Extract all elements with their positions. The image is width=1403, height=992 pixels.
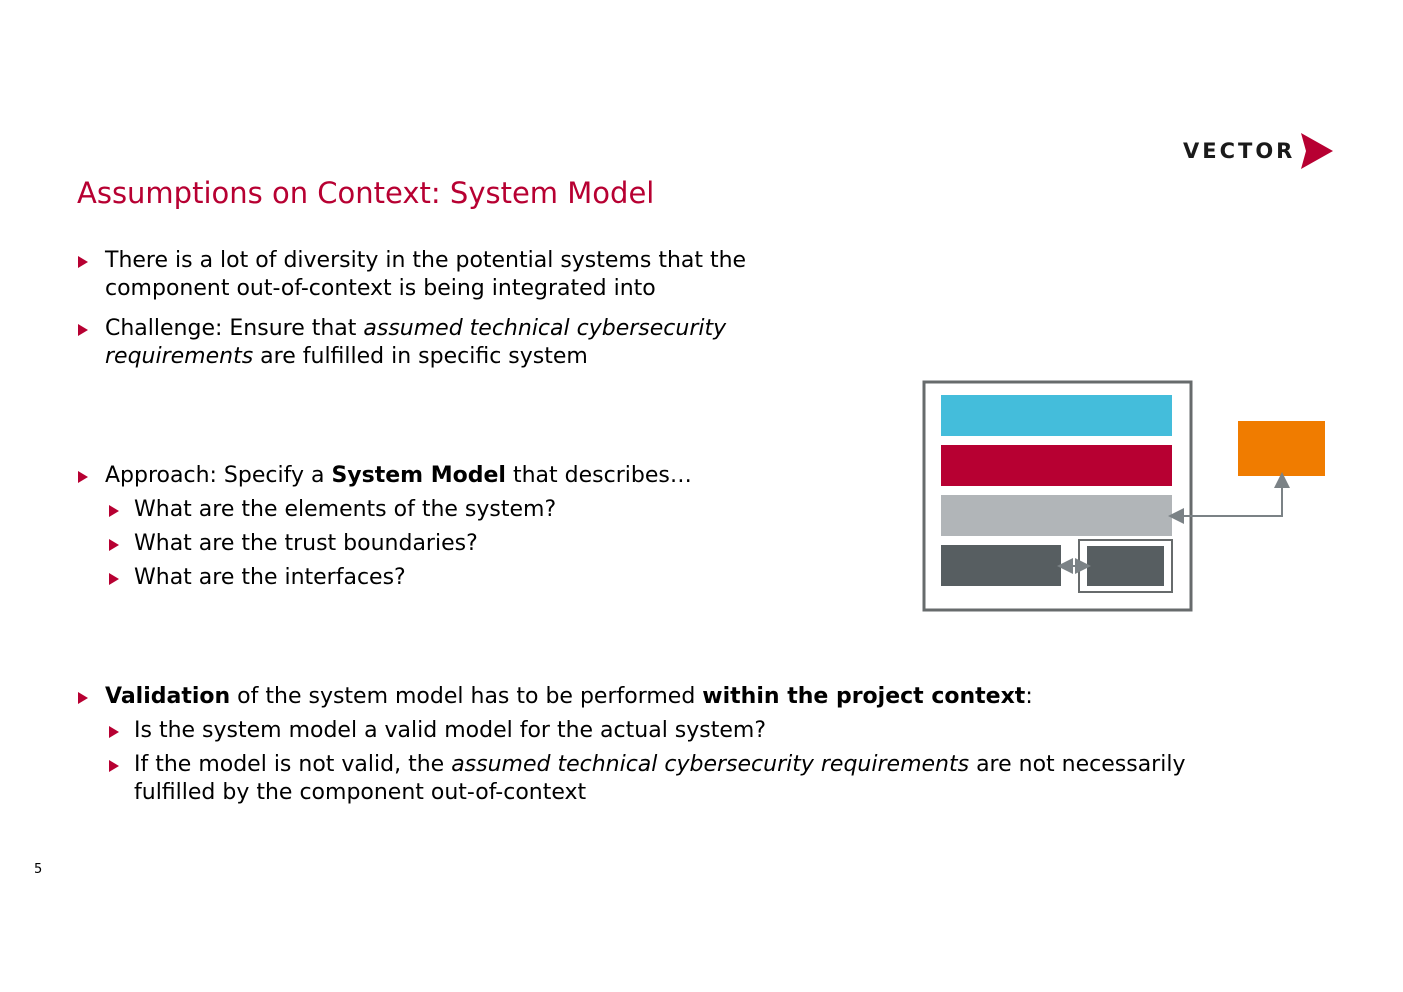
vector-logo [1183, 133, 1333, 169]
bullet-arrow-icon [78, 324, 88, 336]
orange-external-block [1238, 421, 1325, 476]
sub-bullet-text: What are the interfaces? [134, 565, 406, 590]
bullet-bold-text: Validation [105, 684, 231, 709]
sub-bullet-interfaces [134, 564, 406, 592]
page-number: 5 [34, 862, 43, 877]
bullet-bold-text: within the project context [702, 684, 1026, 709]
bullet-approach [105, 462, 692, 490]
bullet-arrow-icon [78, 692, 88, 704]
bullet-diversity [105, 247, 746, 303]
bullet-arrow-icon [109, 726, 119, 738]
chevron-right-icon [1301, 133, 1333, 169]
bullet-text: that describes… [505, 463, 692, 488]
dark-element-block-left [941, 545, 1061, 586]
bullet-arrow-icon [109, 505, 119, 517]
sub-bullet-elements [134, 496, 556, 524]
sub-bullet-text: What are the trust boundaries? [134, 531, 478, 556]
bullet-arrow-icon [78, 471, 88, 483]
red-element-block [941, 445, 1172, 486]
sub-bullet-trust-boundaries [134, 530, 478, 558]
dark-element-block-right [1087, 546, 1164, 586]
bullet-text: of the system model has to be performed [230, 684, 703, 709]
bullet-challenge [105, 315, 726, 371]
cyan-element-block [941, 395, 1172, 436]
bullet-arrow-icon [109, 573, 119, 585]
bullet-text: are fulfilled in specific system [253, 344, 588, 369]
logo-text: VECTOR [1183, 139, 1296, 163]
bullet-text: : [1025, 684, 1033, 709]
page-title: Assumptions on Context: System Model [77, 176, 655, 210]
sub-bullet-italic-text: assumed technical cybersecurity requirements [451, 752, 970, 777]
system-model-diagram [920, 378, 1330, 614]
bullet-bold-text: System Model [331, 463, 506, 488]
bullet-arrow-icon [109, 760, 119, 772]
bullet-text-continued: component out-of-context is being integrated into [105, 276, 656, 301]
bullet-text: Approach: Specify a [105, 463, 332, 488]
sub-bullet-text: are not necessarily [969, 752, 1186, 777]
sub-bullet-text: Is the system model a valid model for the actual system? [134, 718, 767, 743]
sub-bullet-not-valid [134, 751, 1185, 807]
bullet-arrow-icon [109, 539, 119, 551]
bullet-text: There is a lot of diversity in the potential systems that the [105, 248, 747, 273]
bullet-arrow-icon [78, 256, 88, 268]
bullet-validation [105, 683, 1033, 711]
gray-element-block [941, 495, 1172, 536]
bullet-italic-text: assumed technical cybersecurity [363, 316, 727, 341]
sub-bullet-valid-model [134, 717, 766, 745]
sub-bullet-text: What are the elements of the system? [134, 497, 557, 522]
bullet-text: Challenge: Ensure that [105, 316, 364, 341]
sub-bullet-text: If the model is not valid, the [134, 752, 452, 777]
bullet-italic-text: requirements [105, 344, 254, 369]
sub-bullet-text-continued: fulfilled by the component out-of-context [134, 780, 587, 805]
